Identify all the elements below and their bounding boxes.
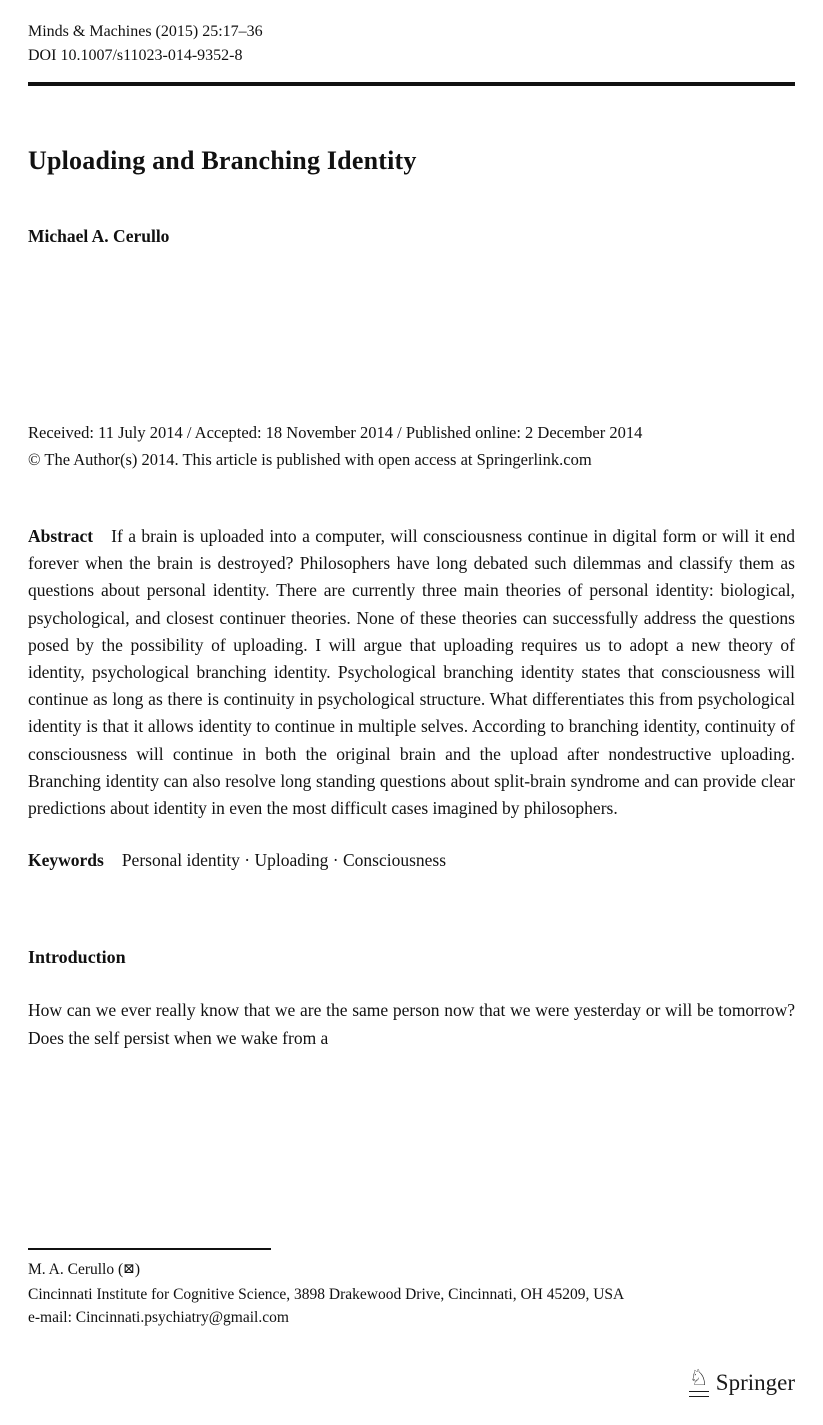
- publication-history-block: [28, 419, 795, 473]
- journal-citation-line: Minds & Machines (2015) 25:17–36: [28, 23, 263, 40]
- copyright-open-access-line: © The Author(s) 2014. This article is published with open access at Springerlink.com: [28, 450, 592, 469]
- springer-logo-text: Springer: [715, 1369, 795, 1395]
- article-title: Uploading and Branching Identity: [28, 146, 417, 175]
- author-name: Michael A. Cerullo: [28, 226, 170, 246]
- envelope-paren-open: (: [118, 1261, 124, 1278]
- knight-underline: [689, 1391, 709, 1397]
- keywords-label: Keywords: [28, 850, 104, 871]
- affiliation-line: Cincinnati Institute for Cognitive Science, 3898 Drakewood Drive, Cincinnati, OH 45209, USA: [28, 1285, 625, 1303]
- abstract-paragraph: [28, 523, 795, 822]
- envelope-paren-close: ): [134, 1261, 141, 1278]
- email-line: e-mail: Cincinnati.psychiatry@gmail.com: [28, 1309, 289, 1326]
- corresponding-author-name: M. A. Cerullo: [28, 1261, 115, 1278]
- header-divider-rule: [28, 82, 795, 86]
- journal-reference-block: [28, 20, 795, 68]
- keywords-list: Personal identity · Uploading · Consciousness: [121, 850, 447, 871]
- abstract-text: If a brain is uploaded into a computer, will consciousness continue in digital form or will it end forever when the brain is destroyed? Philosophers have long debated such dilemmas and classify them as questions about personal identity. There are currently three main theories of personal identity: biological, psychological, and closest continuer theories. None of these theories can successfully address the questions posed by the possibility of uploading. I will argue that uploading requires us to adopt a new theory of identity, psychological branching identity. Psychological branching identity states that consciousness will continue as long as there is continuity in psychological structure. What differentiates this from psychological identity is that it allows identity to continue in multiple selves. According to branching identity, continuity of consciousness will continue in both the original brain and the upload after nondestructive uploading. Branching identity can also resolve long standing questions about split-brain syndrome and can provide clear predictions about identity in even the most difficult cases imagined by philosophers.: [28, 526, 795, 819]
- footnote-divider-rule: [28, 1248, 271, 1250]
- received-accepted-published-line: Received: 11 July 2014 / Accepted: 18 November 2014 / Published online: 2 December 2014: [28, 423, 643, 442]
- introduction-first-paragraph: How can we ever really know that we are the same person now that we were yesterday or will be tomorrow? Does the self persist when we wake from a: [28, 1000, 795, 1049]
- journal-doi-line: DOI 10.1007/s11023-014-9352-8: [28, 47, 243, 64]
- introduction-heading: Introduction: [28, 947, 126, 968]
- envelope-icon: ⊠: [123, 1262, 135, 1277]
- springer-knight-icon: [689, 1368, 709, 1397]
- abstract-label: Abstract: [28, 526, 94, 546]
- corresponding-author-footnote: [28, 1248, 795, 1330]
- corresponding-author-line: [28, 1258, 795, 1283]
- springer-logo: [689, 1368, 795, 1397]
- keywords-line: [28, 850, 795, 871]
- knight-glyph: ♘: [688, 1366, 709, 1391]
